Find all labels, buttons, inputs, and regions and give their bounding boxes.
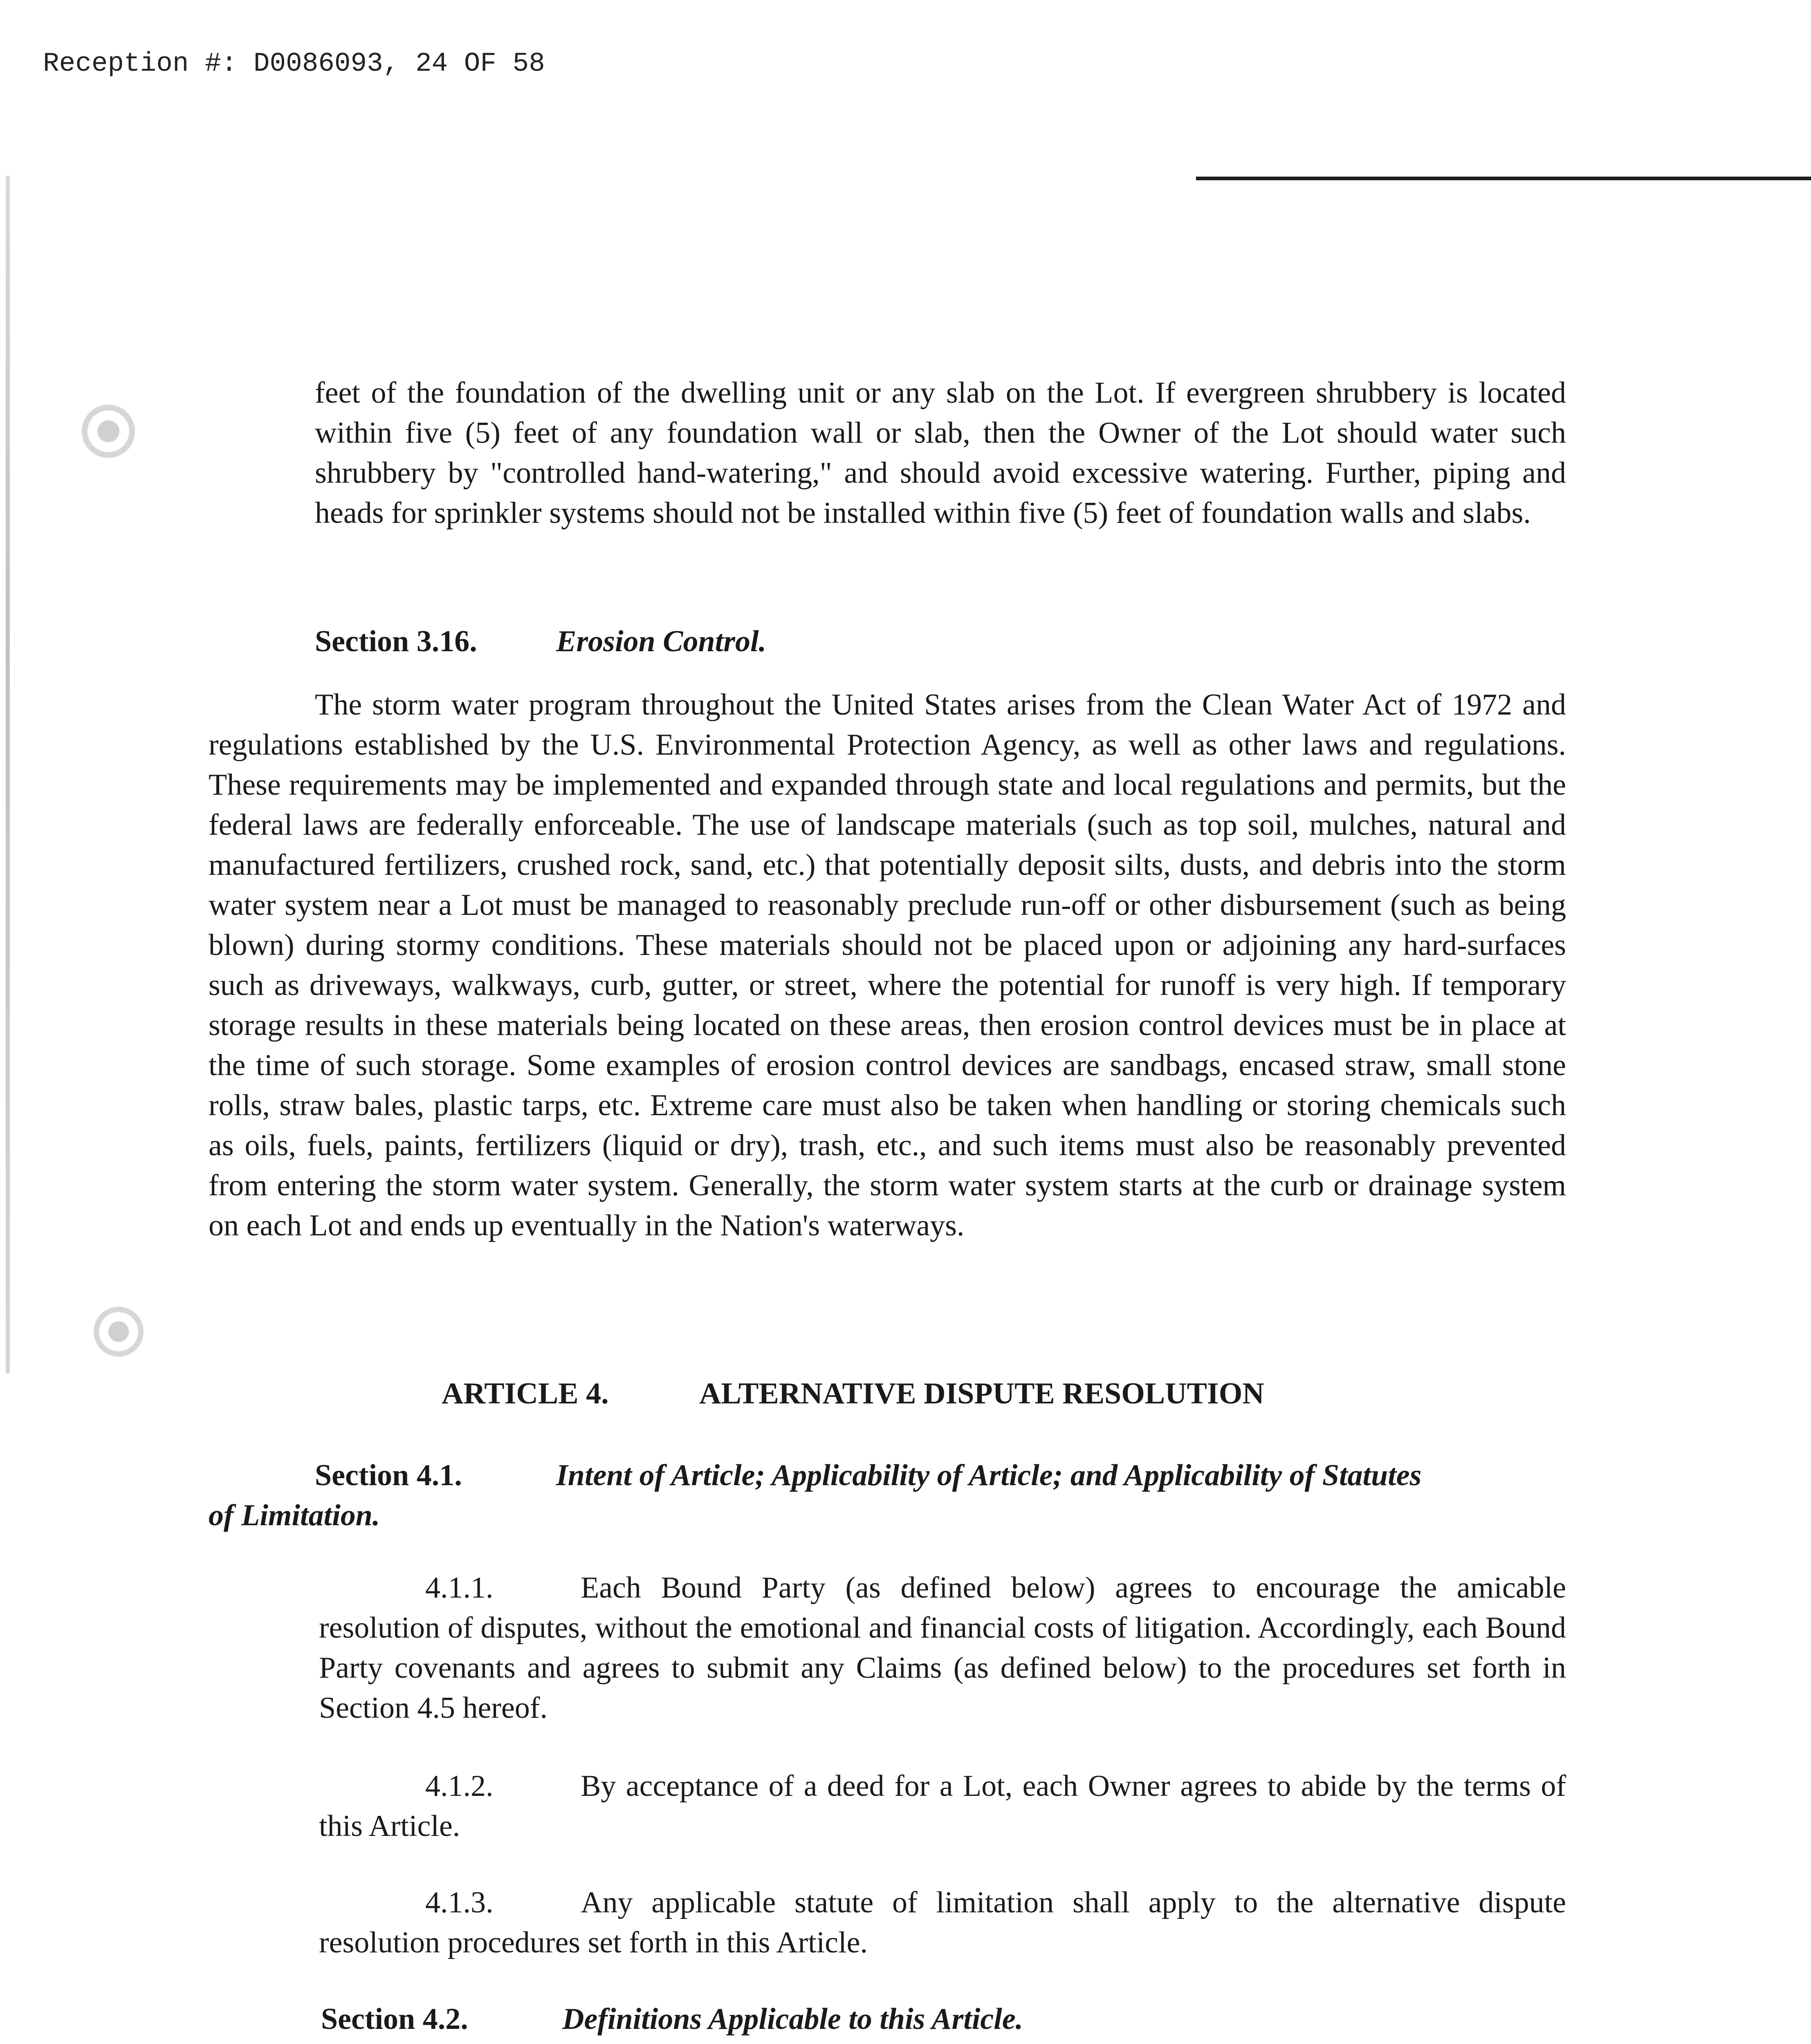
clause-number: 4.1.2.: [425, 1769, 494, 1803]
article-4-heading: [442, 1374, 1264, 1414]
scan-artifact: [67, 390, 149, 472]
section-3-16-text: The storm water program throughout the United States arises from the Clean Water Act of 1972 and regulations established by the U.S. Environmental Protection Agency, as well as other laws and regulations. These requirements may be implemented and expanded through state and local regulations and permits, but the federal laws are federally enforceable. The use of landscape materials (such as top soil, mulches, natural and manufactured fertilizers, crushed rock, sand, etc.) that potentially deposit silts, dusts, and debris into the storm water system near a Lot must be managed to reasonably preclude run-off or other disbursement (such as being blown) during stormy conditions. These materials should not be placed upon or adjoining any hard-surfaces such as driveways, walkways, curb, gutter, or street, where the potential for runoff is very high. If temporary storage results in these materials being located on these areas, then erosion control devices must be in place at the time of such storage. Some examples of erosion control devices are sandbags, encased straw, small stone rolls, straw bales, plastic tarps, etc. Extreme care must also be taken when handling or storing chemicals such as oils, fuels, paints, fertilizers (liquid or dry), trash, etc., and such items must also be reasonably prevented from entering the storm water system. Generally, the storm water system starts at the curb or drainage system on each Lot and ends up eventually in the Nation's waterways.: [209, 688, 1566, 1242]
section-title: Erosion Control.: [556, 625, 767, 658]
section-title: Definitions Applicable to this Article.: [562, 2002, 1023, 2036]
clause-4-1-3: [319, 1883, 1566, 1963]
section-label: Section 4.2.: [321, 2002, 468, 2036]
scan-edge-shadow: [6, 176, 10, 1374]
clause-number: 4.1.1.: [425, 1571, 494, 1605]
scan-artifact: [80, 1294, 157, 1369]
clause-4-1-1: [319, 1568, 1566, 1728]
section-4-1-heading: [315, 1455, 1421, 1495]
header-rule: [1196, 177, 1811, 180]
clause-4-1-2: [319, 1766, 1566, 1846]
reception-stamp: Reception #: D0086093, 24 OF 58: [43, 48, 545, 79]
article-label: ARTICLE 4.: [442, 1377, 609, 1410]
clause-number: 4.1.3.: [425, 1886, 494, 1919]
section-4-2-heading: [321, 1999, 1023, 2039]
article-title: ALTERNATIVE DISPUTE RESOLUTION: [699, 1377, 1264, 1410]
clause-text: Each Bound Party (as defined below) agrees to encourage the amicable resolution of disputes, without the emotional and financial costs of litigation. Accordingly, each Bound Party covenants and agrees to submit any Claims (as defined below) to the procedures set forth in Section 4.5 hereof.: [319, 1571, 1566, 1725]
section-4-1-title-line-2: of Limitation.: [209, 1499, 380, 1532]
section-title-line-1: Intent of Article; Applicability of Article; and Applicability of Statutes: [556, 1459, 1422, 1492]
clause-text: Any applicable statute of limitation shall apply to the alternative dispute resolution procedures set forth in this Article.: [319, 1886, 1566, 1959]
section-label: Section 4.1.: [315, 1459, 462, 1492]
opening-paragraph: feet of the foundation of the dwelling unit or any slab on the Lot. If evergreen shrubbery is located within five (5) feet of any foundation wall or slab, then the Owner of the Lot should water such shrubbery by "controlled hand-watering," and should avoid excessive watering. Further, piping and heads for sprinkler systems should not be installed within five (5) feet of foundation walls and slabs.: [315, 376, 1566, 530]
clause-text: By acceptance of a deed for a Lot, each Owner agrees to abide by the terms of this Article.: [319, 1769, 1566, 1843]
section-3-16-heading: [315, 621, 766, 661]
section-label: Section 3.16.: [315, 625, 477, 658]
